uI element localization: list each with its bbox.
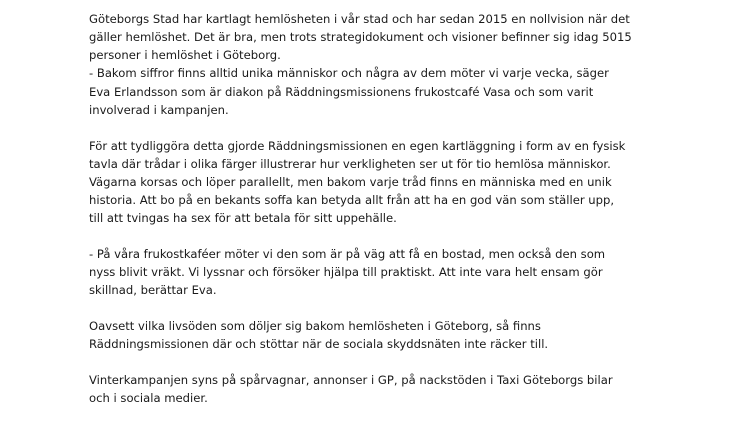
text-line: - På våra frukostkaféer möter vi den som är på väg att få en bostad, men också den som (89, 246, 606, 261)
document-body (89, 10, 669, 425)
paragraph-mapping (89, 137, 669, 228)
text-line: Eva Erlandsson som är diakon på Räddningsmissionens frukostcafé Vasa och som varit (89, 84, 594, 99)
text-line: Räddningsmissionen där och stöttar när de sociala skyddsnäten inte räcker till. (89, 337, 549, 352)
text-line: Göteborgs Stad har kartlagt hemlösheten i vår stad och har sedan 2015 en nollvision när det (89, 12, 630, 26)
paragraph-campaign (89, 371, 669, 407)
text-line: - Bakom siffror finns alltid unika människor och några av dem möter vi varje vecka, säger (89, 66, 609, 81)
text-line: Vägarna korsas och löper parallellt, men bakom varje tråd finns en människa med en unik (89, 174, 612, 189)
text-line: historia. Att bo på en bekants soffa kan betyda allt från att ha en god vän som ställer upp, (89, 193, 615, 207)
text-line: För att tydliggöra detta gjorde Räddningsmissionen en egen kartläggning i form av en fysisk (89, 138, 626, 153)
paragraph-support (89, 317, 669, 353)
text-line: skillnad, berättar Eva. (89, 283, 217, 298)
text-line: gäller hemlöshet. Det är bra, men trots strategidokument och visioner befinner sig idag 5015 (89, 30, 632, 45)
paragraph-intro (89, 10, 669, 119)
text-line: och i sociala medier. (89, 391, 208, 406)
text-line: Oavsett vilka livsöden som döljer sig bakom hemlösheten i Göteborg, så finns (89, 318, 541, 333)
text-line: involverad i kampanjen. (89, 102, 229, 117)
text-line: till att tvingas ha sex för att betala för sitt uppehälle. (89, 211, 397, 226)
text-line: Vinterkampanjen syns på spårvagnar, annonser i GP, på nackstöden i Taxi Göteborgs bilar (89, 372, 613, 387)
paragraph-quote (89, 245, 669, 299)
text-line: personer i hemlöshet i Göteborg. (89, 48, 281, 63)
text-line: tavla där trådar i olika färger illustrerar hur verkligheten ser ut för tio hemlösa människor. (89, 156, 611, 171)
text-line: nyss blivit vräkt. Vi lyssnar och försöker hjälpa till praktiskt. Att inte vara helt ensam gör (89, 265, 603, 280)
